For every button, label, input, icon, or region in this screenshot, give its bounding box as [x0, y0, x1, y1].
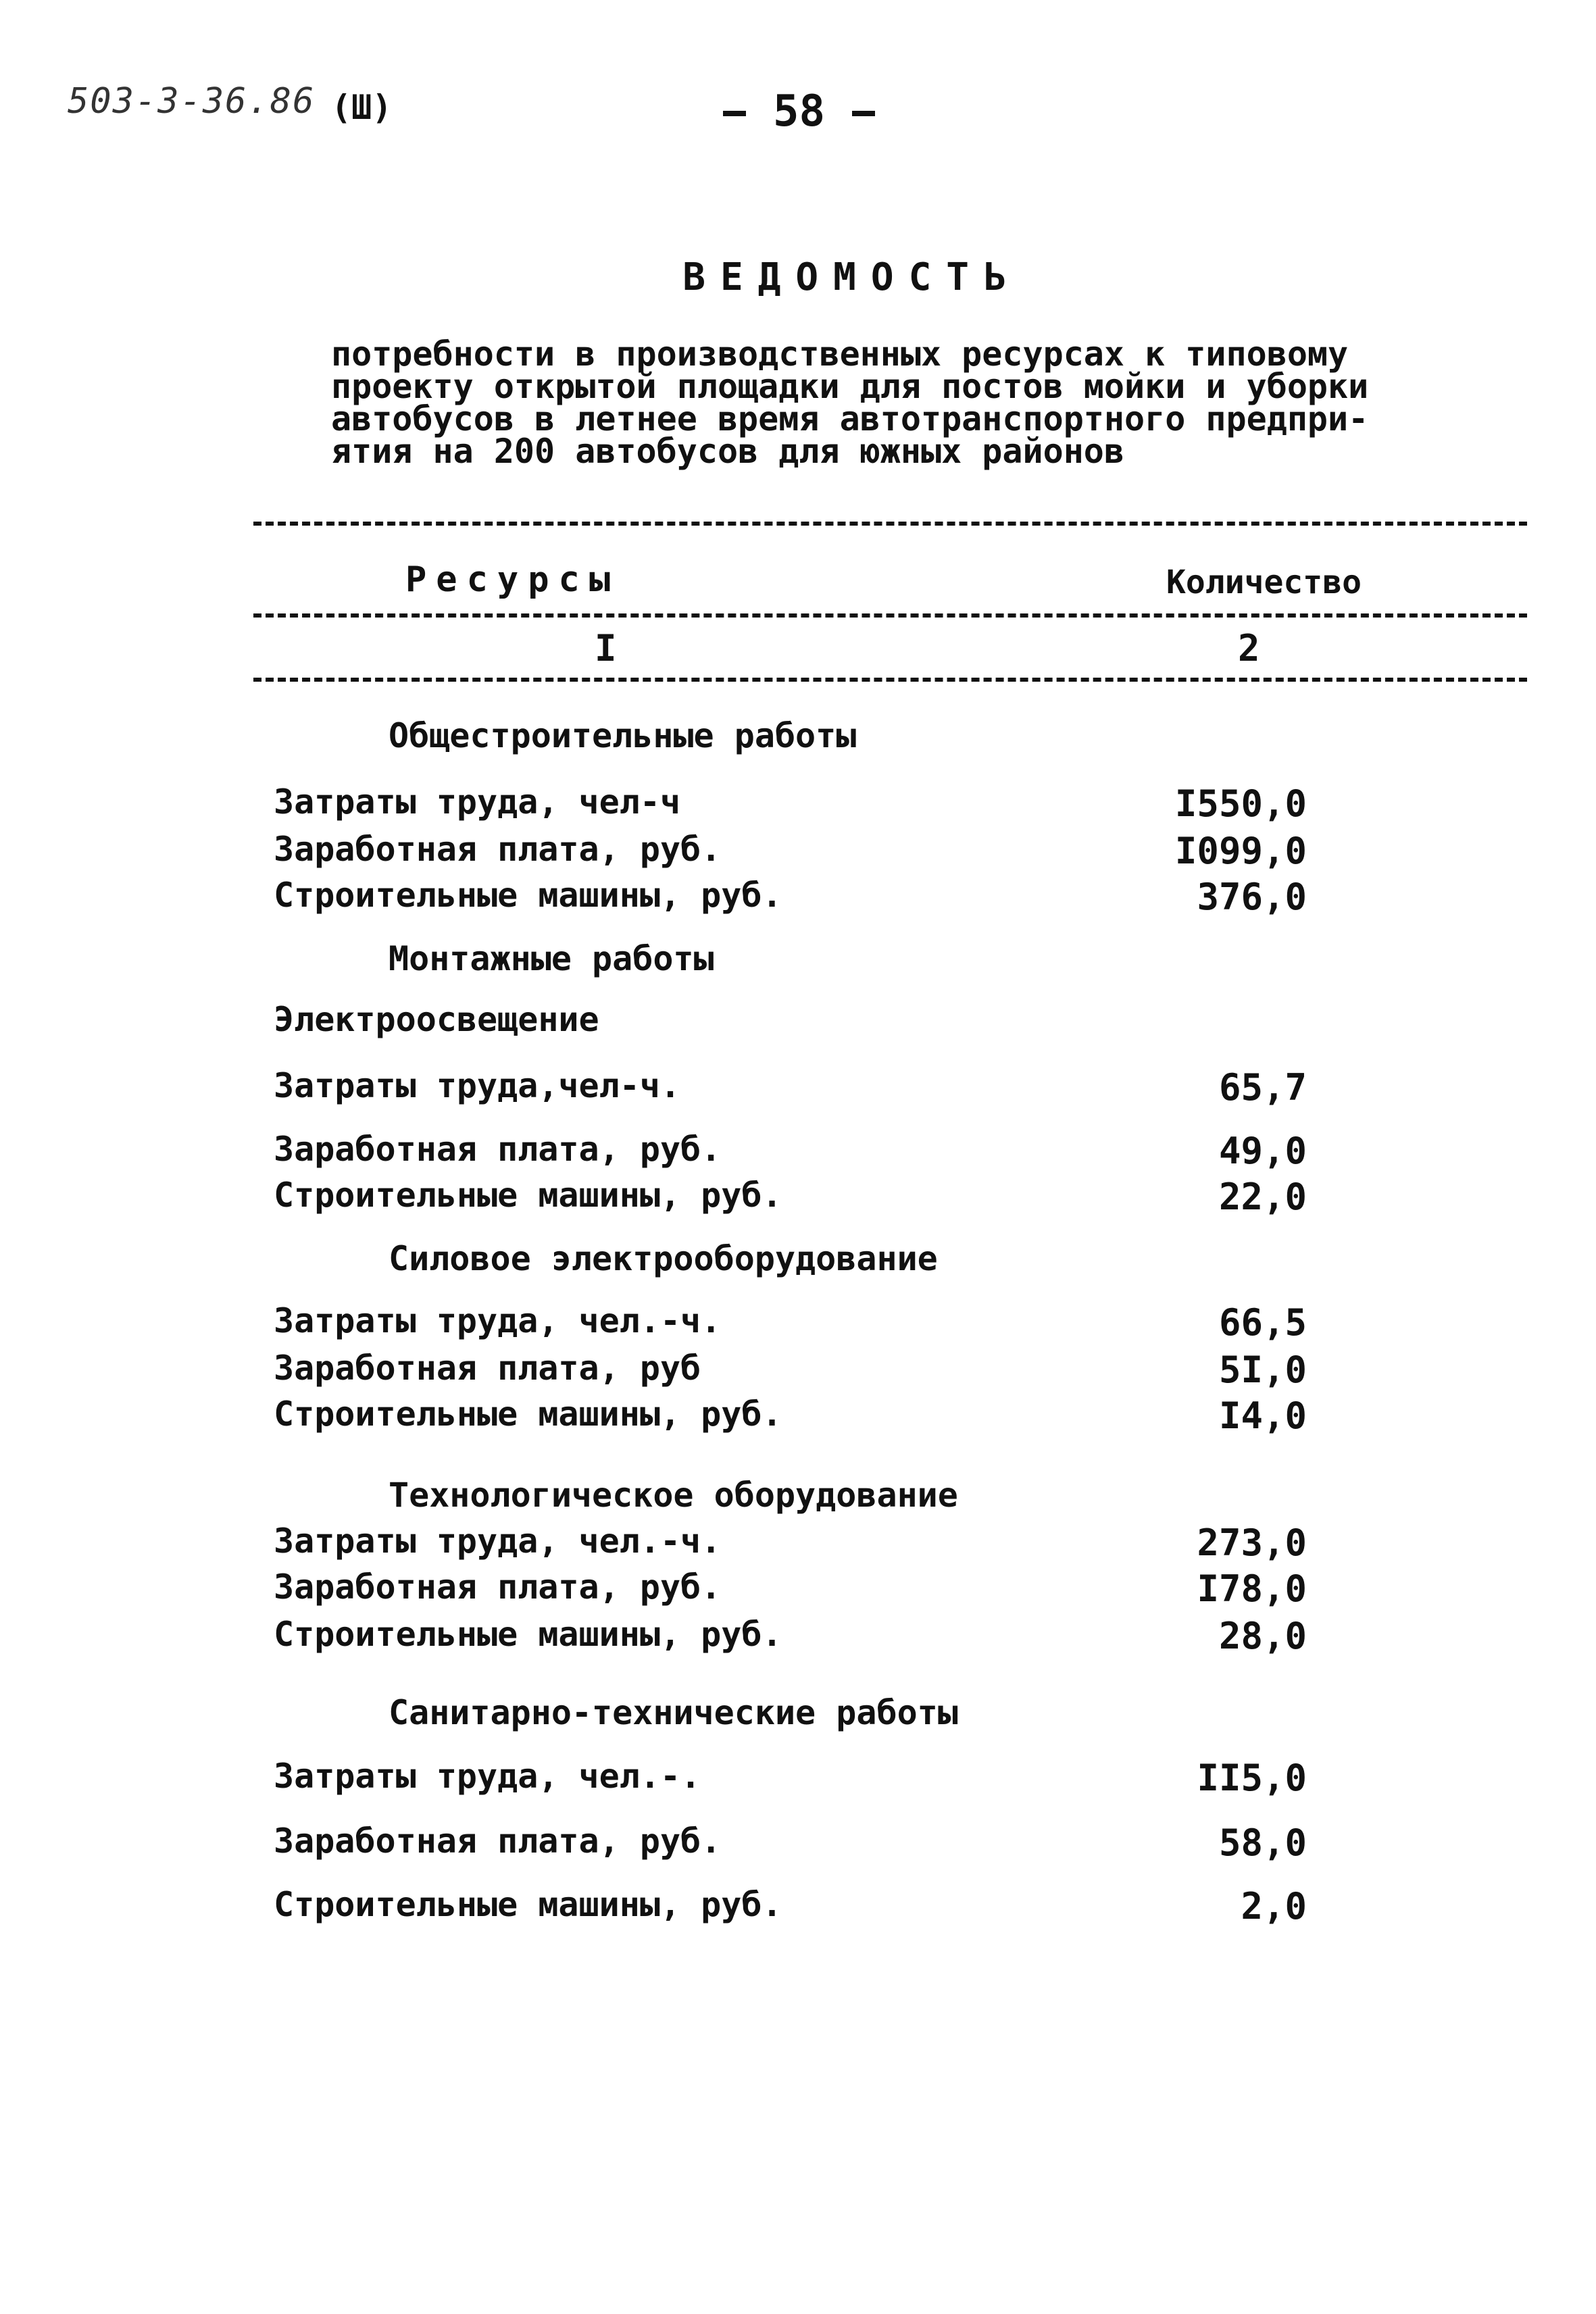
row-value: I099,0 [1174, 830, 1307, 872]
table-row [0, 876, 1596, 916]
row-value: 28,0 [1218, 1615, 1307, 1657]
subtitle-line: ятия на 200 автобусов для южных районов [331, 432, 1124, 471]
column-header-quantity: Количество [1166, 563, 1362, 601]
table-row [0, 1885, 1596, 1926]
section-heading [0, 939, 1596, 980]
row-value: 376,0 [1197, 876, 1307, 918]
row-label: Заработная плата, руб. [274, 1821, 722, 1861]
table-row [0, 1301, 1596, 1342]
subtitle-line: автобусов в летнее время автотранспортного предпри- [331, 399, 1369, 438]
row-value: I550,0 [1174, 782, 1307, 825]
table-row [0, 1521, 1596, 1562]
section-heading [0, 1693, 1596, 1734]
row-label: Электроосвещение [274, 1000, 599, 1039]
row-label: Затраты труда, чел.-ч. [274, 1301, 722, 1340]
page-number-value: 58 [773, 86, 826, 136]
stamp-mark: (Ш) [331, 88, 393, 127]
row-label: Строительные машины, руб. [274, 876, 782, 915]
column-number-2: 2 [1238, 627, 1260, 670]
row-label: Строительные машины, руб. [274, 1885, 782, 1924]
row-label: Силовое электрооборудование [389, 1239, 938, 1278]
row-label: Заработная плата, руб. [274, 1130, 722, 1169]
row-value: 49,0 [1218, 1130, 1307, 1172]
row-value: 273,0 [1197, 1521, 1307, 1564]
table-row [0, 1757, 1596, 1797]
row-label: Строительные машины, руб. [274, 1176, 782, 1215]
row-label: Заработная плата, руб [274, 1349, 701, 1388]
subtitle-line: проекту открытой площадки для постов мойки и уборки [331, 367, 1369, 406]
row-value: I4,0 [1218, 1394, 1307, 1437]
column-header-resources: Ресурсы [405, 559, 620, 600]
section-heading [0, 1476, 1596, 1516]
subtitle-line: потребности в производственных ресурсах к типовому [331, 334, 1349, 374]
table-row [0, 1615, 1596, 1655]
row-value: 65,7 [1218, 1066, 1307, 1109]
table-row [0, 1130, 1596, 1170]
row-label: Затраты труда, чел-ч [274, 782, 681, 822]
row-value: 58,0 [1218, 1821, 1307, 1864]
document-stamp: 503-3-36.86 [68, 81, 316, 122]
row-value: 22,0 [1218, 1176, 1307, 1218]
row-value: 5I,0 [1218, 1349, 1307, 1391]
table-row [0, 1821, 1596, 1862]
page-title: ВЕДОМОСТЬ [682, 255, 1022, 299]
table-row [0, 782, 1596, 823]
row-label: Монтажные работы [389, 939, 714, 978]
row-value: 66,5 [1218, 1301, 1307, 1344]
table-row [0, 1176, 1596, 1216]
table-row [0, 1349, 1596, 1389]
row-value: II5,0 [1197, 1757, 1307, 1799]
table-row [0, 1394, 1596, 1435]
table-row [0, 1567, 1596, 1608]
row-label: Строительные машины, руб. [274, 1615, 782, 1654]
row-label: Строительные машины, руб. [274, 1394, 782, 1434]
table-row [0, 830, 1596, 870]
row-label: Заработная плата, руб. [274, 830, 722, 869]
column-number-1: I [595, 627, 617, 670]
subsection-heading [0, 1000, 1596, 1040]
row-label: Затраты труда,чел-ч. [274, 1066, 681, 1105]
row-label: Заработная плата, руб. [274, 1567, 722, 1607]
row-label: Санитарно-технические работы [389, 1693, 958, 1732]
row-value: 2,0 [1241, 1885, 1307, 1928]
section-heading [0, 716, 1596, 757]
table-row [0, 1066, 1596, 1107]
row-label: Затраты труда, чел.-ч. [274, 1521, 722, 1561]
row-value: I78,0 [1197, 1567, 1307, 1610]
row-label: Технологическое оборудование [389, 1476, 958, 1515]
row-label: Общестроительные работы [389, 716, 857, 755]
section-heading [0, 1239, 1596, 1280]
row-label: Затраты труда, чел.-. [274, 1757, 701, 1796]
